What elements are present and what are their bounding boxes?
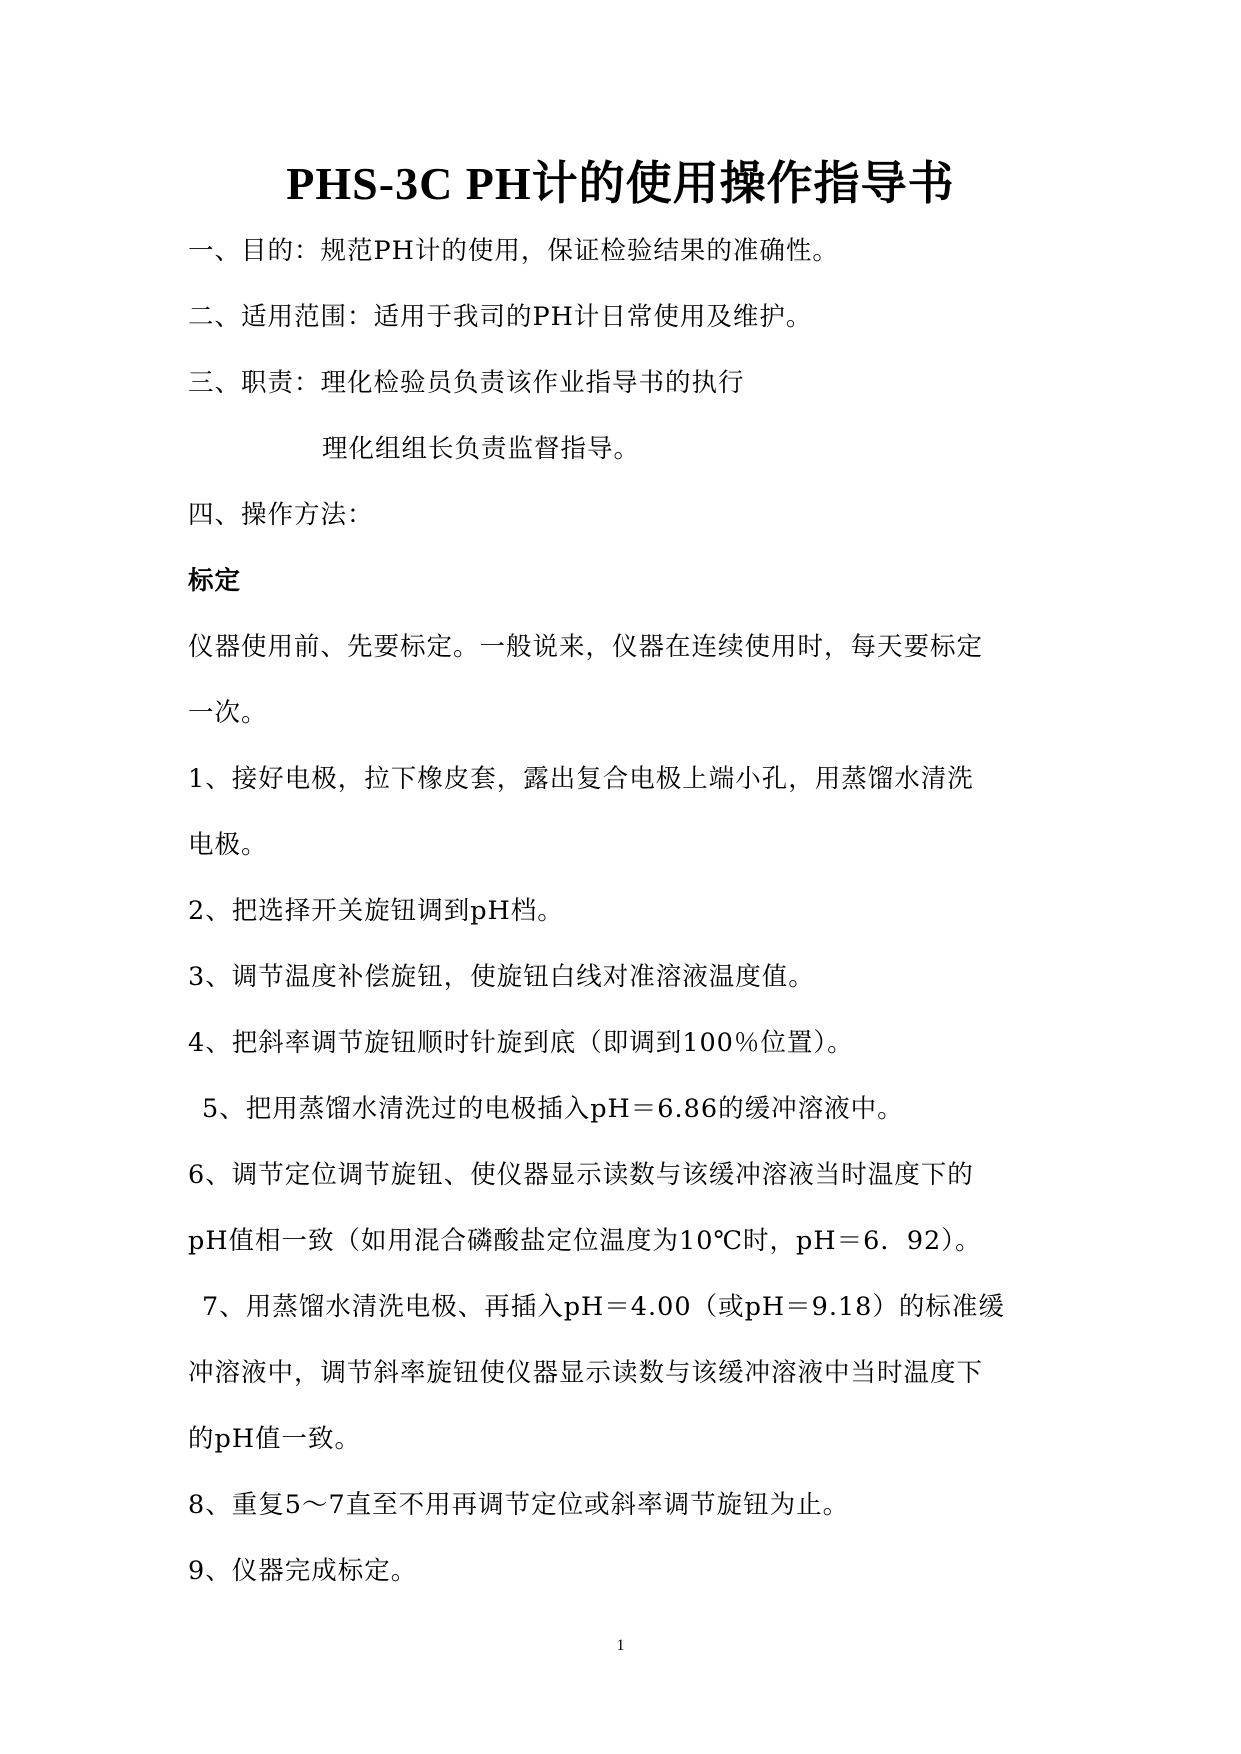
step-8: 8、重复5～7直至不用再调节定位或斜率调节旋钮为止。 xyxy=(188,1490,850,1520)
scope-line: 二、适用范围：适用于我司的PH计日常使用及维护。 xyxy=(188,302,813,332)
step-5: 5、把用蒸馏水清洗过的电极插入pH＝6.86的缓冲溶液中。 xyxy=(202,1094,904,1124)
purpose-line: 一、目的：规范PH计的使用，保证检验结果的准确性。 xyxy=(188,236,839,266)
step-6-line-2: pH值相一致（如用混合磷酸盐定位温度为10℃时，pH＝6．92）。 xyxy=(188,1226,982,1256)
step-2: 2、把选择开关旋钮调到pH档。 xyxy=(188,896,564,926)
duty-line-1: 三、职责：理化检验员负责该作业指导书的执行 xyxy=(188,368,745,398)
step-9: 9、仪器完成标定。 xyxy=(188,1556,418,1586)
page-number: 1 xyxy=(616,1637,625,1654)
step-7-line-1: 7、用蒸馏水清洗电极、再插入pH＝4.00（或pH＝9.18）的标准缓 xyxy=(202,1292,1005,1322)
step-6-line-1: 6、调节定位调节旋钮、使仪器显示读数与该缓冲溶液当时温度下的 xyxy=(188,1160,974,1190)
calibration-intro-1: 仪器使用前、先要标定。一般说来，仪器在连续使用时，每天要标定 xyxy=(188,632,984,662)
calibration-heading: 标定 xyxy=(188,566,242,596)
method-line: 四、操作方法： xyxy=(188,500,374,530)
step-4: 4、把斜率调节旋钮顺时针旋到底（即调到100％位置）。 xyxy=(188,1028,854,1058)
step-7-line-3: 的pH值一致。 xyxy=(188,1424,362,1454)
step-1-line-2: 电极。 xyxy=(188,830,268,860)
calibration-intro-2: 一次。 xyxy=(188,698,268,728)
duty-line-2: 理化组组长负责监督指导。 xyxy=(322,434,641,464)
step-3: 3、调节温度补偿旋钮，使旋钮白线对准溶液温度值。 xyxy=(188,962,815,992)
step-7-line-2: 冲溶液中，调节斜率旋钮使仪器显示读数与该缓冲溶液中当时温度下 xyxy=(188,1358,984,1388)
step-1-line-1: 1、接好电极，拉下橡皮套，露出复合电极上端小孔，用蒸馏水清洗 xyxy=(188,764,974,794)
page-title: PHS-3C PH计的使用操作指导书 xyxy=(286,158,955,209)
